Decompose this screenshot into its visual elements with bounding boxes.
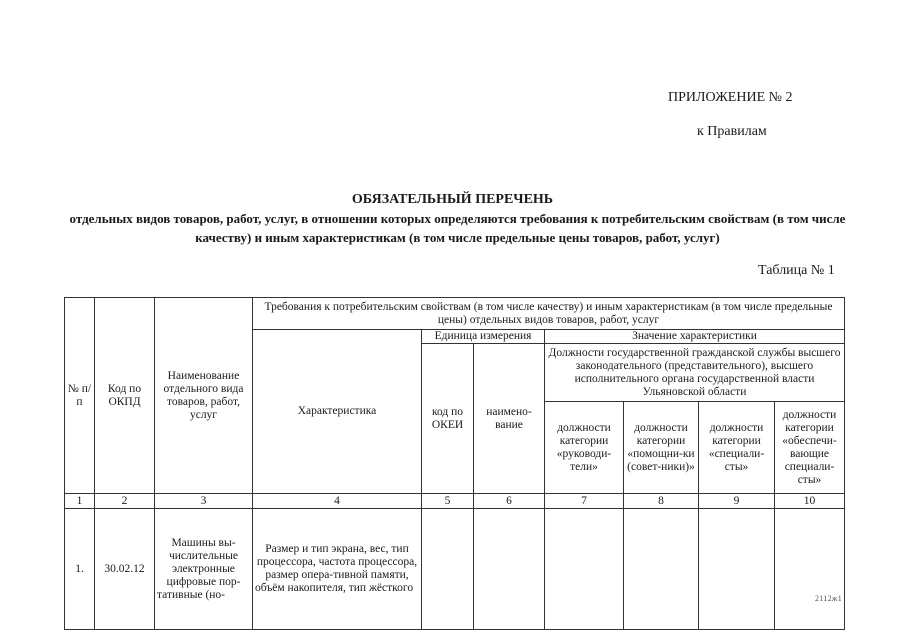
column-number: 1 (65, 494, 95, 509)
row-num: 1. (65, 509, 95, 630)
column-number: 5 (422, 494, 474, 509)
row-cat-specialists (699, 509, 775, 630)
column-number: 2 (95, 494, 155, 509)
header-value: Значение характеристики (545, 330, 845, 344)
to-rules-label: к Правилам (697, 124, 767, 139)
row-cat-heads (545, 509, 624, 630)
row-okei (422, 509, 474, 630)
column-number: 3 (155, 494, 253, 509)
column-number: 8 (624, 494, 699, 509)
row-okpd: 30.02.12 (95, 509, 155, 630)
column-number: 4 (253, 494, 422, 509)
document-subtitle: отдельных видов товаров, работ, услуг, в отношении которых определяются требования к потребительским свойствам (в том числе качеству) и иным характеристикам (в том числе предельные цены товаров, работ, услуг) (69, 211, 846, 245)
header-cat-support: должности категории «обеспечи-вающие специали-сты» (775, 402, 845, 494)
header-cat-specialists: должности категории «специали-сты» (699, 402, 775, 494)
header-positions: Должности государственной гражданской службы высшего законодательного (представительного), высшего исполнительного органа государственной власти Ульяновской области (545, 344, 845, 402)
header-unit-name: наимено-вание (474, 344, 545, 494)
row-cat-assistants (624, 509, 699, 630)
column-number: 10 (775, 494, 845, 509)
header-name: Наименование отдельного вида товаров, работ, услуг (155, 298, 253, 494)
requirements-table (64, 297, 845, 630)
header-num: № п/п (65, 298, 95, 494)
appendix-label: ПРИЛОЖЕНИЕ № 2 (668, 90, 793, 105)
column-number-row (65, 494, 845, 509)
column-number: 9 (699, 494, 775, 509)
document-title: ОБЯЗАТЕЛЬНЫЙ ПЕРЕЧЕНЬ (351, 192, 554, 207)
page-code: 2112ж1 (815, 594, 843, 603)
column-number: 6 (474, 494, 545, 509)
header-unit: Единица измерения (422, 330, 545, 344)
header-characteristic: Характеристика (253, 330, 422, 494)
row-unit-name (474, 509, 545, 630)
header-cat-assistants: должности категории «помощни-ки (совет-ники)» (624, 402, 699, 494)
header-requirements: Требования к потребительским свойствам (в том числе качеству) и иным характеристикам (в том числе предельные цены) отдельных видов товаров, работ, услуг (253, 298, 845, 330)
table-row (65, 509, 845, 630)
column-number: 7 (545, 494, 624, 509)
header-okpd: Код по ОКПД (95, 298, 155, 494)
table-caption: Таблица № 1 (758, 263, 835, 278)
header-okei: код по ОКЕИ (422, 344, 474, 494)
row-name: Машины вы-числительные электронные цифровые пор-тативные (но- (155, 509, 253, 630)
row-cat-support (775, 509, 845, 630)
header-cat-heads: должности категории «руководи-тели» (545, 402, 624, 494)
row-characteristic: Размер и тип экрана, вес, тип процессора, частота процессора, размер опера-тивной памяти, объём накопителя, тип жёсткого (253, 509, 422, 630)
